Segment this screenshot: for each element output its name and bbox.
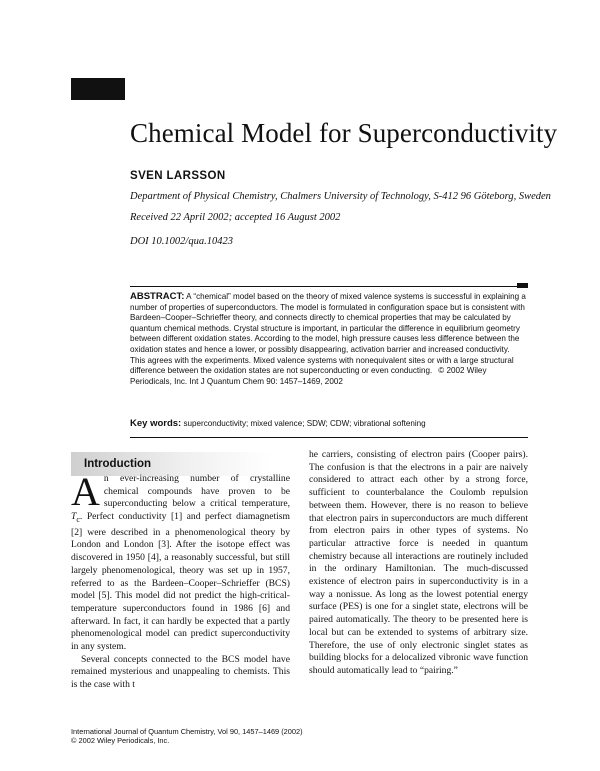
paragraph-1-text-b: . Perfect conductivity [1] and perfect diamagnetism [2] were described in a phenomenological theory by London and London [3]. After the isotope effect was discovered in 1950 [4], a reasonably successful, but still largely phenomenological, theory was set up in 1957, referred to as the Bardeen–Cooper–Schrieffer (BCS) model [5]. This model did not predict the high-critical-temperature superconductors found in 1986 [6] and afterward. In fact, it can hardly be expected that a partly phenomenological model can predict superconductivity in any system.	[71, 511, 290, 653]
tc-subscript: c	[76, 515, 80, 525]
abstract-label: ABSTRACT:	[130, 291, 185, 302]
abstract-text: A “chemical” model based on the theory of mixed valence systems is successful in explaining a number of properties of superconductors. The model is formulated in configuration space but is consistent with Bardeen–Cooper–Schrieffer theory, and connects directly to chemical properties that may be calculated by quantum chemical methods. Crystal structure is important, in particular the difference in equilibrium geometry between different oxidation states. According to the model, high pressure causes less difference between the oxidation states and hence a lower, or possibly disappearing, activation barrier and increased conductivity. This agrees with the experiments. Mixed valence systems with nonequivalent sites or with a large structural difference between the oxidation states are not superconducting or even conducting.	[130, 292, 526, 376]
paragraph-1-text-a: n ever-increasing number of crystalline chemical compounds have proven to be superconducting below a critical temperature,	[103, 473, 290, 510]
copyright-notice: © 2002 Wiley Periodicals, Inc.	[71, 736, 170, 746]
keywords-text: superconductivity; mixed valence; SDW; CDW; vibrational softening	[183, 419, 426, 428]
body-column-right	[309, 449, 528, 678]
intro-paragraph-1	[71, 469, 290, 654]
section-heading: Introduction	[84, 458, 152, 470]
journal-citation: International Journal of Quantum Chemistry, Vol 90, 1457–1469 (2002)	[71, 727, 303, 736]
tc-symbol: T	[71, 511, 77, 523]
black-section-tab	[71, 78, 125, 100]
abstract	[130, 292, 526, 387]
body-column-left	[71, 469, 290, 692]
page-footer	[71, 727, 303, 745]
drop-cap: A	[71, 469, 100, 514]
article-title: Chemical Model for Superconductivity	[130, 118, 558, 148]
doi: DOI 10.1002/qua.10423	[130, 236, 233, 247]
received-dates: Received 22 April 2002; accepted 16 August 2002	[130, 212, 341, 223]
abstract-rule-cap	[517, 283, 528, 288]
keywords-rule	[130, 437, 528, 438]
author-name: SVEN LARSSON	[130, 170, 226, 182]
author-affiliation: Department of Physical Chemistry, Chalmers University of Technology, S-412 96 Göteborg, Sweden	[130, 191, 551, 202]
keywords	[130, 418, 426, 429]
keywords-label: Key words:	[130, 418, 182, 429]
intro-paragraph-2-continued	[309, 449, 528, 678]
abstract-rule	[130, 286, 517, 287]
paragraph-2-text-left: Several concepts connected to the BCS model have remained mysterious and unappealing to chemists. This is the case with t	[71, 653, 290, 691]
intro-paragraph-2-start	[71, 654, 290, 692]
abstract-citation: © 2002 Wiley Periodicals, Inc. Int J Quantum Chem 90: 1457–1469, 2002	[130, 366, 487, 386]
paragraph-2-text-right: he carriers, consisting of electron pairs (Cooper pairs). The confusion is that the electrons in a pair are naively considered to attract each other by a strong force, sufficient to counterbalance the Coulomb repulsion between them. However, there is no reason to believe that electron pairs in superconductors are much different from electron pairs in other types of systems. No particular attractive force is needed in quantum chemistry because all interactions are routinely included in the ordinary Hamiltonian. The much-discussed existence of electron pairs in superconductivity is in a way a nonissue. As long as the lowest potential energy surface (PES) is one for a singlet state, electrons will be paired automatically. The theory to be presented here is local but can be extended to systems of arbitrary size. Therefore, the use of only electronic singlet states as building blocks for a delocalized vibronic wave function should automatically lead to “pairing.”	[309, 449, 528, 676]
